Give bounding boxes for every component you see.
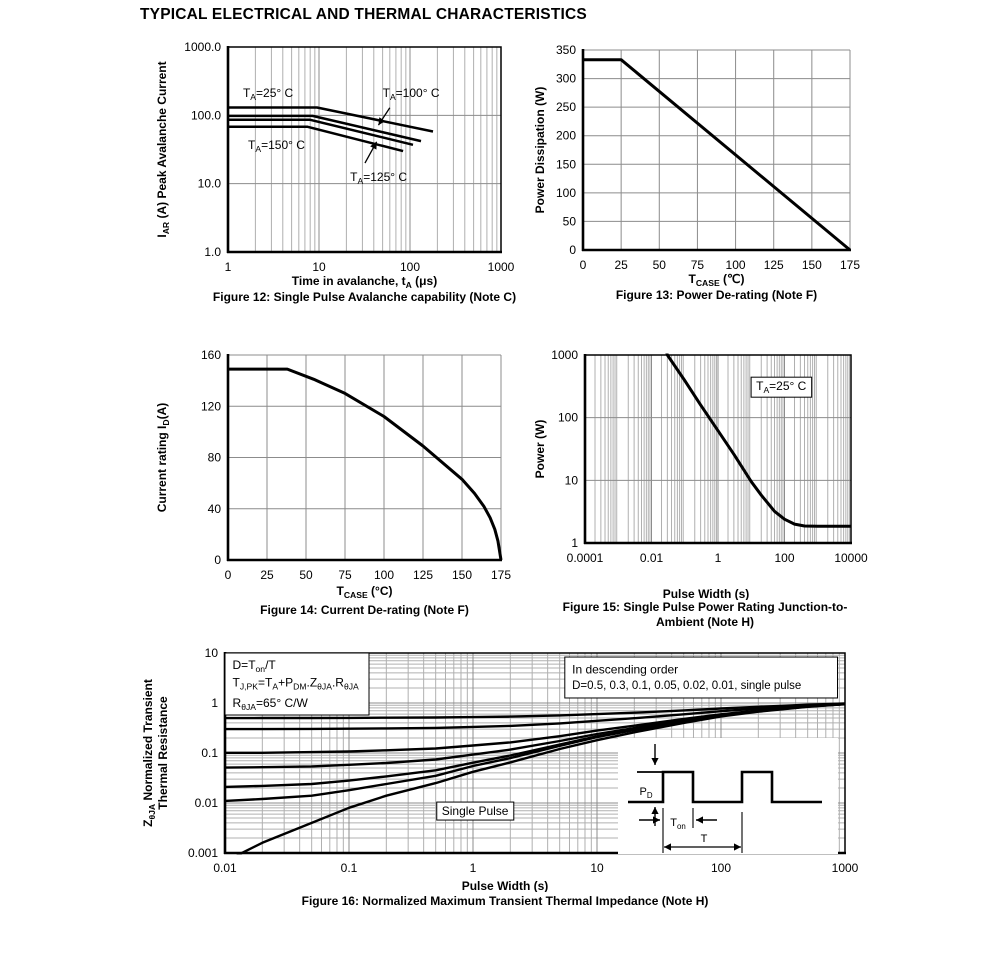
svg-text:100: 100 bbox=[774, 551, 795, 565]
series bbox=[665, 348, 851, 526]
svg-text:Power (W): Power (W) bbox=[533, 419, 547, 479]
caption-line: Figure 14: Current De-rating (Note F) bbox=[260, 603, 469, 617]
svg-text:250: 250 bbox=[555, 100, 576, 115]
figure-12-chart bbox=[140, 40, 520, 288]
svg-text:Ton: $T_{on}$ bbox=[670, 817, 686, 831]
svg-text:TA=150° C: $T_A=150^\circ$ C bbox=[248, 137, 305, 154]
svg-text:1: 1 bbox=[211, 696, 218, 710]
caption-line: Figure 12: Single Pulse Avalanche capability (Note C) bbox=[212, 290, 517, 304]
svg-text:175: 175 bbox=[839, 258, 861, 272]
svg-text:ZθJA Normalized Transient: $Z_{\theta JA}$ Normalized Transient bbox=[141, 679, 157, 827]
figure-12-caption bbox=[208, 290, 521, 305]
figure-16 bbox=[140, 640, 930, 932]
grid bbox=[228, 355, 501, 560]
svg-text:75: 75 bbox=[338, 568, 352, 582]
svg-text:1000: 1000 bbox=[487, 260, 515, 274]
svg-text:TA=125° C: $T_A=125^\circ$ C bbox=[350, 170, 408, 187]
svg-text:50: 50 bbox=[652, 258, 666, 272]
svg-text:120: 120 bbox=[200, 399, 221, 414]
svg-text:1000: 1000 bbox=[551, 348, 578, 362]
svg-text:175: 175 bbox=[490, 568, 512, 582]
svg-text:25: 25 bbox=[260, 568, 274, 582]
series-T_A=25° C bbox=[665, 348, 851, 526]
svg-text:IAR (A) Peak Avalanche Current: $I_{AR}$ (A) Peak Avalanche Current bbox=[155, 61, 171, 238]
svg-text:Power Dissipation (W): Power Dissipation (W) bbox=[533, 86, 547, 214]
tick-labels bbox=[201, 348, 511, 582]
svg-text:100: 100 bbox=[399, 260, 421, 274]
series-Current De-rating bbox=[228, 369, 501, 560]
svg-text:TJ,PK=TA+PDM.ZθJA.RθJA: $T_{J,PK}=T_A+P_{DM}.Z_{\theta JA}.R_{\theta JA}$ bbox=[232, 675, 359, 692]
svg-text:0.01: 0.01 bbox=[194, 796, 218, 810]
svg-text:1: 1 bbox=[571, 536, 578, 550]
svg-text:0: 0 bbox=[569, 243, 576, 257]
page-title: TYPICAL ELECTRICAL AND THERMAL CHARACTERISTICS bbox=[140, 6, 587, 23]
svg-text:Current rating ID(A): Current rating $I_D(A)$ bbox=[155, 402, 171, 513]
svg-text:0.01: 0.01 bbox=[639, 551, 664, 565]
svg-text:50: 50 bbox=[562, 214, 576, 229]
figure-15-chart bbox=[530, 348, 950, 600]
svg-text:TCASE (℃): $T_{CASE}$ (℃) bbox=[688, 272, 745, 288]
svg-text:10: 10 bbox=[590, 861, 604, 875]
svg-text:In descending order: In descending order bbox=[572, 662, 679, 677]
svg-text:10: 10 bbox=[204, 646, 218, 660]
svg-text:100: 100 bbox=[725, 258, 746, 272]
svg-text:125: 125 bbox=[763, 258, 784, 272]
svg-text:Pulse Width (s): Pulse Width (s) bbox=[662, 587, 750, 600]
svg-text:1: 1 bbox=[469, 861, 477, 875]
series bbox=[228, 369, 501, 560]
svg-text:100: 100 bbox=[710, 861, 732, 875]
figure-14 bbox=[140, 348, 520, 640]
figure-13-chart bbox=[530, 40, 940, 288]
svg-text:150: 150 bbox=[555, 157, 576, 172]
svg-text:100: 100 bbox=[555, 185, 576, 200]
figure-15-caption bbox=[530, 600, 880, 630]
svg-text:0.01: 0.01 bbox=[213, 861, 237, 875]
figure-16-chart bbox=[140, 640, 930, 892]
grid bbox=[583, 50, 850, 250]
svg-text:75: 75 bbox=[690, 258, 705, 272]
figure-14-chart bbox=[140, 348, 520, 600]
figure-13-caption bbox=[583, 288, 850, 303]
svg-text:TA=100° C: $T_A=100^\circ$ C bbox=[382, 85, 440, 102]
caption-line: Ambient (Note H) bbox=[656, 615, 754, 629]
svg-text:0.1: 0.1 bbox=[201, 746, 218, 760]
svg-text:0: 0 bbox=[579, 258, 587, 272]
svg-text:160: 160 bbox=[200, 348, 221, 362]
caption-line: Figure 15: Single Pulse Power Rating Junction-to- bbox=[562, 600, 848, 614]
figure-14-caption bbox=[228, 603, 501, 618]
svg-text:0: 0 bbox=[224, 568, 232, 582]
caption-line: Figure 13: Power De-rating (Note F) bbox=[615, 288, 818, 302]
svg-text:100: 100 bbox=[373, 568, 395, 582]
svg-text:0.0001: 0.0001 bbox=[566, 551, 604, 565]
svg-text:10: 10 bbox=[564, 473, 578, 488]
svg-text:25: 25 bbox=[614, 258, 628, 272]
svg-text:200: 200 bbox=[555, 128, 576, 143]
svg-text:100.0: 100.0 bbox=[190, 108, 221, 123]
svg-text:10.0: 10.0 bbox=[197, 176, 221, 191]
svg-text:80: 80 bbox=[207, 450, 221, 465]
figure-15 bbox=[530, 348, 950, 640]
annotations bbox=[751, 377, 812, 397]
svg-text:RθJA=65° C/W: $R_{\theta JA}=65^\circ$ C/W bbox=[232, 696, 308, 712]
svg-text:Single Pulse: Single Pulse bbox=[441, 804, 509, 819]
svg-text:TA=25° C: $T_A=25^\circ$ C bbox=[242, 85, 294, 102]
svg-text:40: 40 bbox=[207, 501, 221, 516]
svg-text:0: 0 bbox=[214, 553, 221, 567]
tick-labels bbox=[556, 43, 860, 272]
svg-text:Thermal Resistance: Thermal Resistance bbox=[156, 696, 170, 810]
svg-text:D=0.5, 0.3, 0.1, 0.05, 0.02, 0: D=0.5, 0.3, 0.1, 0.05, 0.02, 0.01, single pulse bbox=[572, 679, 802, 692]
svg-text:1: 1 bbox=[224, 260, 232, 274]
svg-text:150: 150 bbox=[801, 258, 822, 272]
svg-text:TA=25° C: $T_A=25^\circ$ C bbox=[756, 379, 807, 396]
svg-text:Time in avalanche, tA (μs): Time in avalanche, $t_A$ (μs) bbox=[291, 274, 438, 288]
svg-text:1.0: 1.0 bbox=[204, 245, 221, 259]
svg-text:D=Ton/T: $D=T_{on}/T$ bbox=[232, 658, 276, 675]
svg-text:300: 300 bbox=[555, 71, 576, 86]
svg-text:TCASE (°C): $T_{CASE}$ (°C) bbox=[336, 584, 393, 600]
svg-text:Pulse Width (s): Pulse Width (s) bbox=[461, 879, 549, 892]
svg-text:1000: 1000 bbox=[831, 861, 859, 875]
figure-12 bbox=[140, 40, 520, 330]
pulse-waveform-inset bbox=[618, 738, 838, 854]
tick-labels bbox=[551, 348, 868, 565]
figure-16-caption bbox=[195, 894, 815, 909]
caption-line: Figure 16: Normalized Maximum Transient Thermal Impedance (Note H) bbox=[301, 894, 709, 908]
svg-text:150: 150 bbox=[451, 568, 473, 582]
svg-text:0.1: 0.1 bbox=[340, 861, 358, 875]
svg-text:PD: $P_D$ bbox=[639, 786, 653, 800]
svg-text:10: 10 bbox=[312, 260, 326, 274]
svg-text:100: 100 bbox=[557, 410, 578, 425]
svg-text:1: 1 bbox=[714, 551, 722, 565]
svg-text:125: 125 bbox=[412, 568, 434, 582]
svg-text:0.001: 0.001 bbox=[187, 846, 218, 860]
svg-text:T: T bbox=[700, 833, 708, 845]
svg-text:1000.0: 1000.0 bbox=[184, 40, 221, 54]
svg-text:350: 350 bbox=[555, 43, 576, 57]
svg-text:50: 50 bbox=[299, 568, 313, 582]
svg-text:10000: 10000 bbox=[834, 551, 868, 565]
figure-13 bbox=[530, 40, 940, 330]
